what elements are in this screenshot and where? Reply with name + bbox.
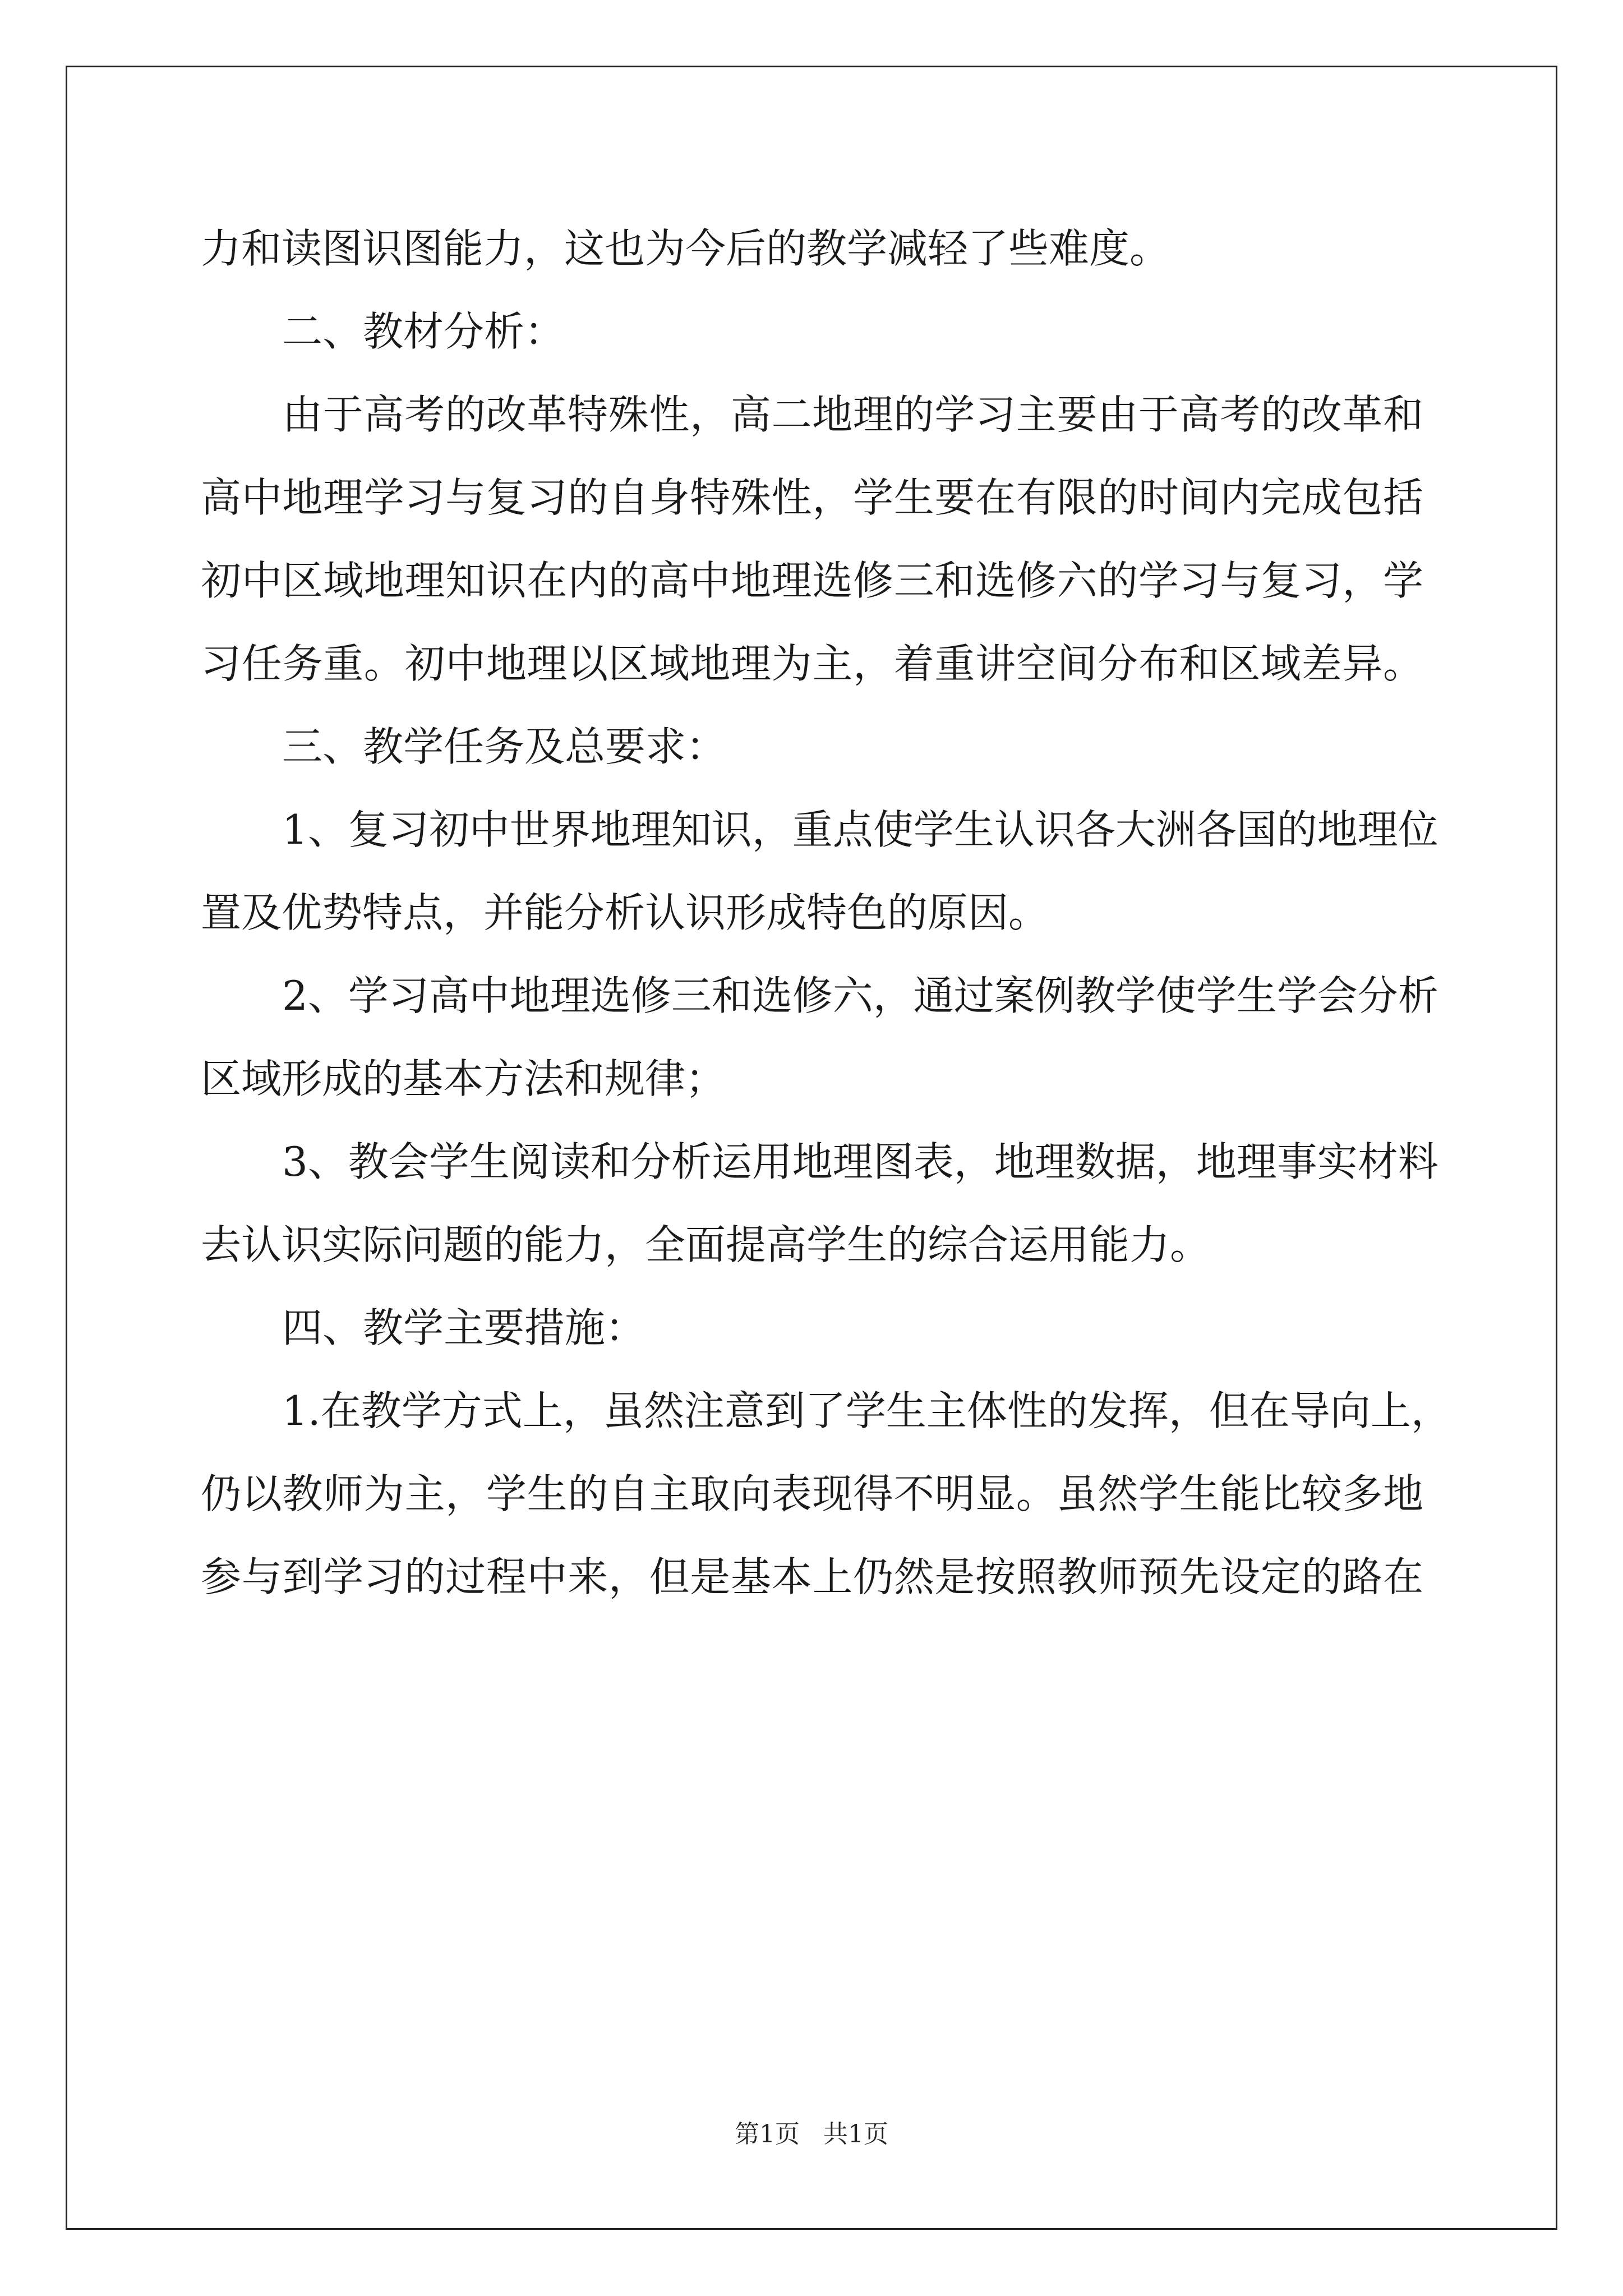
- section-heading: 三、教学任务及总要求：: [282, 723, 727, 770]
- paragraph-line: 区域形成的基本方法和规律；: [201, 1055, 726, 1102]
- paragraph-line: 力和读图识图能力，这也为今后的教学减轻了些难度。: [201, 225, 1170, 272]
- paragraph-line: 去认识实际问题的能力，全面提高学生的综合运用能力。: [201, 1221, 1211, 1268]
- paragraph-line: 由于高考的改革特殊性，高二地理的学习主要由于高考的改革和: [282, 391, 1423, 438]
- paragraph-line: 习任务重。初中地理以区域地理为主，着重讲空间分布和区域差异。: [201, 640, 1423, 687]
- paragraph-line: 高中地理学习与复习的自身特殊性，学生要在有限的时间内完成包括: [201, 474, 1423, 521]
- paragraph-line: 初中区域地理知识在内的高中地理选修三和选修六的学习与复习，学: [201, 557, 1423, 604]
- paragraph-line: 1.在教学方式上，虽然注意到了学生主体性的发挥，但在导向上，: [282, 1387, 1451, 1434]
- page-number-footer: 第1页 共1页: [735, 2120, 888, 2148]
- paragraph-line: 1、复习初中世界地理知识，重点使学生认识各大洲各国的地理位: [282, 806, 1438, 853]
- paragraph-line: 仍以教师为主，学生的自主取向表现得不明显。虽然学生能比较多地: [201, 1470, 1423, 1517]
- section-heading: 四、教学主要措施：: [282, 1304, 646, 1351]
- paragraph-line: 2、学习高中地理选修三和选修六，通过案例教学使学生学会分析: [282, 972, 1438, 1019]
- paragraph-line: 3、教会学生阅读和分析运用地理图表，地理数据，地理事实材料: [282, 1138, 1438, 1185]
- paragraph-line: 参与到学习的过程中来，但是基本上仍然是按照教师预先设定的路在: [201, 1553, 1423, 1600]
- section-heading: 二、教材分析：: [282, 308, 565, 355]
- paragraph-line: 置及优势特点，并能分析认识形成特色的原因。: [201, 889, 1049, 936]
